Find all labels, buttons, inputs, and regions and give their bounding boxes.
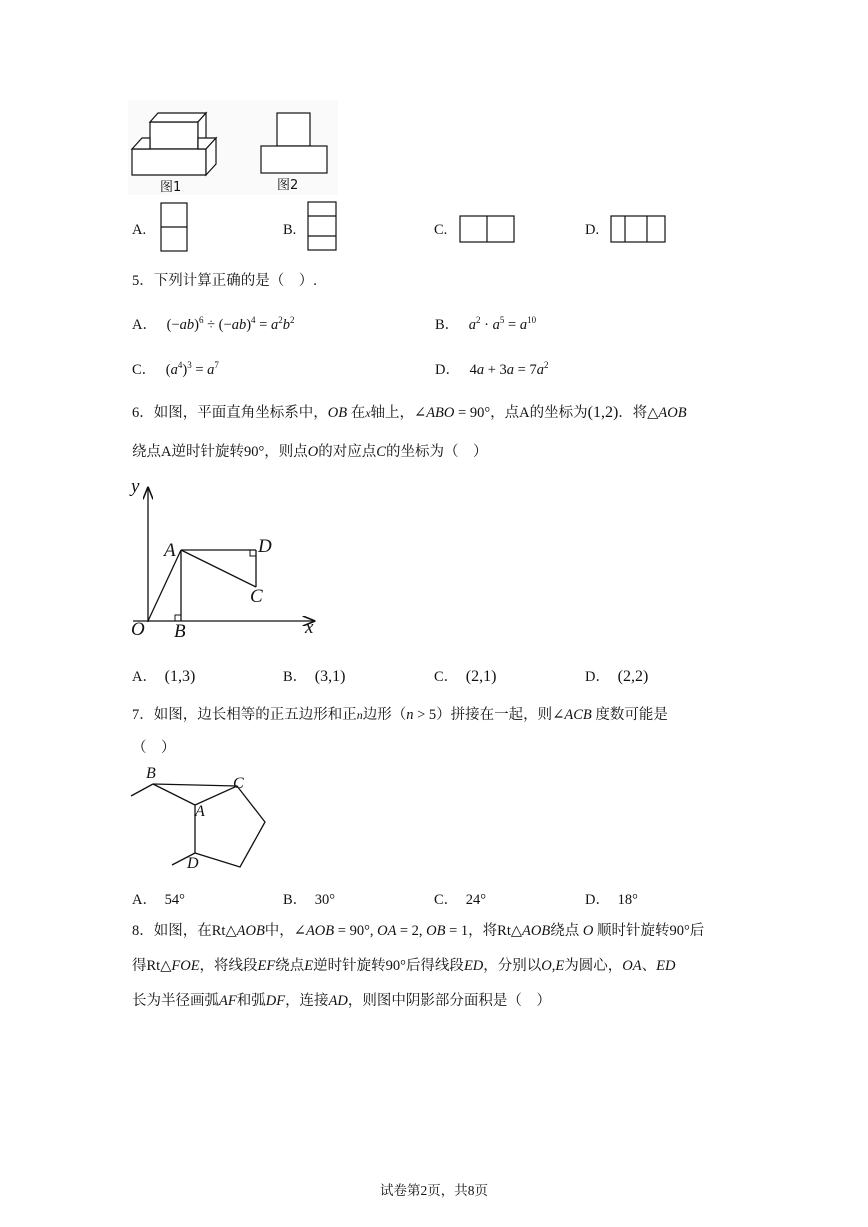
q6-right-angle-d <box>250 550 256 556</box>
q6-math-point-a: (1,2) <box>587 404 619 421</box>
q8-math-ed: ED <box>463 958 484 974</box>
q6-label-d: D <box>258 536 272 557</box>
q8-text: ，则图中阴影部分面积是（ ） <box>347 993 551 1009</box>
q6-label-x: x <box>305 617 314 638</box>
q6-option-d-value: (2,2) <box>617 668 649 685</box>
q7-math-n: n <box>356 708 363 722</box>
q8-text: 和弧 <box>236 993 266 1009</box>
q8-text: ，连接 <box>285 993 329 1009</box>
q5-option-b-expr: $a^2 \cdot a^5 = a^{10}$ <box>468 315 537 333</box>
q5-option-d-letter: D． <box>435 362 460 378</box>
q8-text: 后得线段 <box>405 958 464 974</box>
q6-text: ，点A的坐标为 <box>490 405 588 421</box>
q8-math-e: E <box>304 958 314 974</box>
q4-fig2-label: 图2 <box>277 178 299 193</box>
q7-pentagon <box>195 786 265 867</box>
q6-text: ，则点 <box>264 444 308 460</box>
q4-option-c-figure <box>459 215 517 245</box>
q6-segment-ac <box>181 550 256 587</box>
q7-label-d: D <box>187 855 199 872</box>
q7-text: 7．如图，边长相等的正五边形和正 <box>132 707 357 723</box>
q5-option-b-letter: B． <box>435 317 460 333</box>
q7-option-b-letter: B． <box>283 892 308 908</box>
q5-stem: 5．下列计算正确的是（ ）. <box>132 273 317 289</box>
q8-math-o-e: O,E <box>541 958 565 974</box>
q6-math-triangle: △AOB <box>647 405 687 421</box>
q6-option-b-value: (3,1) <box>314 668 346 685</box>
q6-option-a-value: (1,3) <box>164 668 196 685</box>
q6-text: ．将 <box>618 405 648 421</box>
q8-stem-line2 <box>132 956 675 976</box>
q6-option-b-letter: B． <box>283 669 308 685</box>
q7-option-a <box>132 888 185 909</box>
q7-segment-ba <box>153 784 195 805</box>
q7-segment-b-left <box>131 784 153 796</box>
q6-text: 6．如图，平面直角坐标系中， <box>132 405 328 421</box>
q4-figure-1 <box>130 105 230 185</box>
q7-option-d-letter: D． <box>585 892 610 908</box>
q8-text: 为圆心， <box>564 958 623 974</box>
q6-option-c <box>434 665 496 686</box>
q8-text: 8．如图，在 <box>132 923 212 939</box>
q7-math-angle-acb: ∠ACB <box>552 707 592 723</box>
q4-option-a-letter: A. <box>132 222 147 238</box>
q6-math-x: x <box>365 406 371 420</box>
q7-option-d <box>585 888 638 909</box>
q7-segment-bc <box>153 784 237 786</box>
q7-option-c-value: 24° <box>465 892 487 908</box>
q7-text: 度数可能是 <box>595 707 668 723</box>
q7-option-a-value: 54° <box>164 892 185 908</box>
q8-stem-line1 <box>132 921 704 941</box>
page-footer: 试卷第2页，共8页 <box>380 1183 488 1198</box>
q8-math-rt-aob-2: Rt△AOB <box>497 923 551 939</box>
q7-option-b <box>283 888 335 909</box>
q4-option-b-letter: B. <box>283 222 297 238</box>
q8-text: 、 <box>641 958 657 974</box>
q6-option-a-letter: A． <box>132 669 157 685</box>
q6-stem-line2 <box>132 442 487 462</box>
q4-option-a-figure <box>160 202 190 254</box>
q8-math-ad: AD <box>328 993 348 1009</box>
q6-math-90: 90° <box>243 444 265 460</box>
q6-label-b: B <box>174 621 186 642</box>
q7-label-c: C <box>233 775 244 792</box>
q5-option-a <box>132 313 294 334</box>
q6-label-y: y <box>131 476 140 497</box>
q6-option-b <box>283 665 345 686</box>
q6-option-c-letter: C． <box>434 669 459 685</box>
q8-text: 绕点 <box>275 958 305 974</box>
q8-math-90b: 90° <box>385 958 406 974</box>
q7-option-a-letter: A． <box>132 892 157 908</box>
q6-label-a: A <box>164 540 176 561</box>
q8-text: 顺时针旋转 <box>596 923 670 939</box>
q6-option-d-letter: D． <box>585 669 610 685</box>
q6-math-angle: ∠ABO = 90° <box>414 405 491 421</box>
q8-math-oa: OA <box>622 958 642 974</box>
q4-figure-2 <box>260 112 330 182</box>
q4-option-d-figure <box>610 215 668 245</box>
q6-text: 的坐标为（ ） <box>385 444 488 460</box>
q6-label-c: C <box>250 586 263 607</box>
q8-text: ，分别以 <box>483 958 542 974</box>
q7-text: ）拼接在一起，则 <box>436 707 553 723</box>
q7-polygon-figure <box>128 772 278 882</box>
q8-math-rt-aob: Rt△AOB <box>211 923 265 939</box>
q6-option-a <box>132 665 195 686</box>
q7-stem-line2: （ ） <box>132 740 176 756</box>
q6-option-c-value: (2,1) <box>465 668 497 685</box>
q6-math-ob: OB <box>327 405 348 421</box>
q5-option-a-expr: $(-ab)^6 \div (-ab)^4 = a^2b^2$ <box>166 315 295 333</box>
q5-option-c-letter: C． <box>132 362 157 378</box>
q8-text: ，将 <box>468 923 498 939</box>
q7-text: 边形（ <box>362 707 407 723</box>
q8-math-df: DF <box>265 993 286 1009</box>
q5-option-c <box>132 358 219 379</box>
q5-option-d-expr: $4a + 3a = 7a^2$ <box>469 360 549 378</box>
q6-text: 的对应点 <box>318 444 377 460</box>
q8-math-rt-foe: Rt△FOE <box>146 958 200 974</box>
q5-option-c-expr: $(a^4)^3 = a^7$ <box>165 360 219 378</box>
q7-option-d-value: 18° <box>617 892 638 908</box>
q4-option-c-letter: C. <box>434 222 448 238</box>
q8-math-ef: EF <box>257 958 276 974</box>
q7-option-c <box>434 888 486 909</box>
q5-option-a-letter: A． <box>132 317 157 333</box>
q8-text: ，将线段 <box>199 958 258 974</box>
q4-fig1-label: 图1 <box>160 180 182 195</box>
q8-text: 绕点 <box>550 923 580 939</box>
q4-option-b-figure <box>307 201 339 253</box>
q8-math-90: 90° <box>669 923 690 939</box>
q7-label-a: A <box>195 803 205 820</box>
q7-option-c-letter: C． <box>434 892 459 908</box>
q6-text: 绕点A逆时针旋转 <box>132 444 244 460</box>
q6-text: 轴上， <box>370 405 415 421</box>
q7-option-b-value: 30° <box>314 892 336 908</box>
q6-coordinate-figure <box>128 480 328 640</box>
q4-option-d-letter: D. <box>585 222 600 238</box>
q5-option-d <box>435 358 548 379</box>
q8-math-af: AF <box>219 993 237 1009</box>
q8-text: 逆时针旋转 <box>313 958 386 974</box>
q6-math-o: O <box>307 444 319 460</box>
q5-option-b <box>435 313 536 334</box>
q6-stem-line1 <box>132 403 687 423</box>
q6-math-c: C <box>376 444 386 460</box>
q6-text: 在 <box>350 405 366 421</box>
q8-math-ed2: ED <box>656 958 676 974</box>
q7-stem-line1 <box>132 705 668 725</box>
q7-math-n-gt-5: n > 5 <box>406 707 437 723</box>
q7-label-b: B <box>146 765 156 782</box>
q8-text: 长为半径画弧 <box>132 993 219 1009</box>
q8-text: 中， <box>264 923 294 939</box>
q8-math-conditions: ∠AOB = 90°, OA = 2, OB = 1 <box>293 923 469 939</box>
q6-option-d <box>585 665 648 686</box>
q8-text: 后 <box>689 923 705 939</box>
q8-text: 得 <box>132 958 147 974</box>
q8-stem-line3 <box>132 991 551 1011</box>
q6-label-o: O <box>131 619 145 640</box>
q8-math-o: O <box>579 923 597 939</box>
